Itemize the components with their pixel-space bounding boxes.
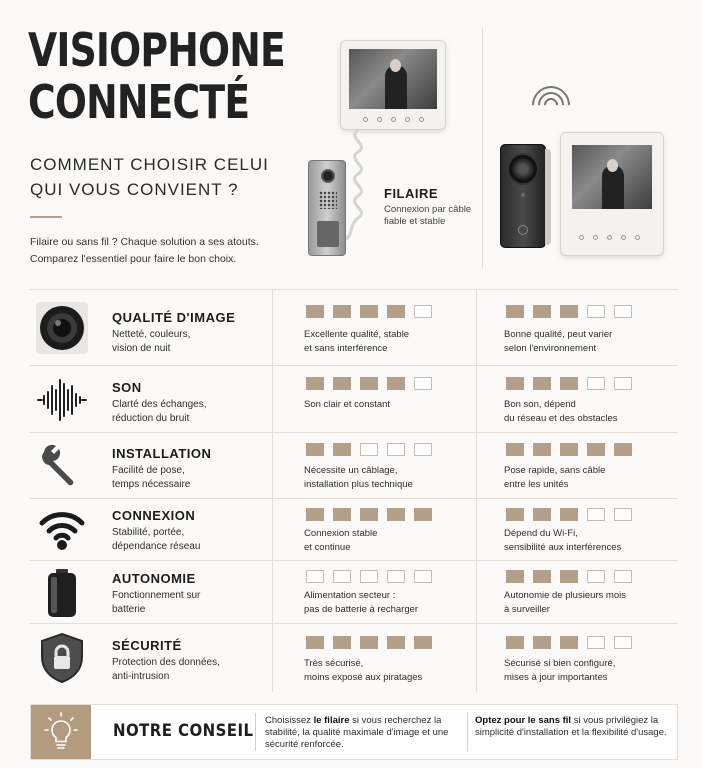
- subtitle-line-1: COMMENT CHOISIR CELUI: [30, 155, 269, 174]
- rating-square-filled: [560, 508, 578, 521]
- rating-square-filled: [560, 570, 578, 583]
- rating-square-filled: [533, 443, 551, 456]
- wireless-doorbell-image: [500, 144, 546, 248]
- advice-separator: [255, 713, 256, 751]
- camera-lens-icon: [34, 300, 90, 356]
- rating-square-filled: [560, 305, 578, 318]
- wireless-rating: [506, 443, 632, 456]
- rating-square-filled: [333, 305, 351, 318]
- rating-square-empty: [587, 636, 605, 649]
- rating-square-filled: [360, 636, 378, 649]
- hero-separator: [482, 28, 483, 268]
- rating-square-filled: [360, 377, 378, 390]
- rating-square-empty: [414, 305, 432, 318]
- page-title: [28, 24, 285, 128]
- criterion-title: QUALITÉ D'IMAGE: [112, 310, 236, 325]
- rating-square-empty: [587, 570, 605, 583]
- wireless-comment: Bonne qualité, peut varier selon l'environnement: [504, 329, 613, 354]
- criterion-title: CONNEXION: [112, 508, 196, 523]
- wireless-comment: Dépend du Wi-Fi, sensibilité aux interférences: [504, 528, 622, 553]
- rating-square-empty: [414, 443, 432, 456]
- rating-square-filled: [414, 636, 432, 649]
- rating-square-filled: [587, 443, 605, 456]
- rating-square-empty: [614, 508, 632, 521]
- advice-title: NOTRE CONSEIL: [113, 721, 254, 741]
- battery-icon: [34, 565, 90, 621]
- rating-square-filled: [506, 443, 524, 456]
- sound-wave-icon: [34, 372, 90, 428]
- subtitle-line-2: QUI VOUS CONVIENT ?: [30, 180, 239, 199]
- rating-square-filled: [614, 443, 632, 456]
- wireless-comment: Pose rapide, sans câble entre les unités: [504, 465, 606, 490]
- rating-square-filled: [533, 570, 551, 583]
- wireless-rating: [506, 570, 632, 583]
- criterion-description: Netteté, couleurs, vision de nuit: [112, 329, 191, 354]
- wired-comment: Son clair et constant: [304, 399, 391, 410]
- wired-description: [384, 204, 471, 228]
- criterion-description: Protection des données, anti-intrusion: [112, 657, 220, 682]
- wireless-comment: Bon son, dépend du réseau et des obstacles: [504, 399, 618, 424]
- lightbulb-icon: [31, 705, 91, 759]
- table-row: [30, 624, 678, 692]
- wired-comment: Connexion stable et continue: [304, 528, 378, 553]
- rating-square-empty: [614, 570, 632, 583]
- monitor-screen: [349, 49, 437, 109]
- wired-label: FILAIRE: [384, 186, 439, 201]
- criterion-description: Facilité de pose, temps nécessaire: [112, 465, 191, 490]
- rating-square-filled: [333, 443, 351, 456]
- rating-square-filled: [387, 305, 405, 318]
- rating-square-empty: [614, 305, 632, 318]
- rating-square-filled: [306, 443, 324, 456]
- advice-wired-text: Choisissez le filaire si vous recherchez la stabilité, la qualité maximale d'image et une sécurité renforcée.: [265, 715, 449, 750]
- wrench-icon: [34, 438, 90, 494]
- wired-desc-line-2: fiable et stable: [384, 216, 446, 227]
- rating-square-filled: [560, 377, 578, 390]
- rating-square-empty: [587, 508, 605, 521]
- rating-square-filled: [506, 508, 524, 521]
- rating-square-empty: [414, 377, 432, 390]
- title-line-2: CONNECTÉ: [28, 75, 250, 129]
- rating-square-empty: [360, 570, 378, 583]
- wireless-rating: [506, 636, 632, 649]
- rating-square-filled: [387, 377, 405, 390]
- advice-box: [30, 704, 678, 760]
- rating-square-empty: [333, 570, 351, 583]
- rating-square-filled: [533, 636, 551, 649]
- wired-rating: [306, 636, 432, 649]
- criterion-description: Clarté des échanges, réduction du bruit: [112, 399, 207, 424]
- advice-icon-box: [31, 705, 91, 759]
- wired-door-panel-image: [308, 160, 346, 256]
- rating-square-filled: [533, 508, 551, 521]
- rating-square-empty: [414, 570, 432, 583]
- rating-square-filled: [306, 508, 324, 521]
- rating-square-filled: [360, 305, 378, 318]
- table-row: [30, 366, 678, 433]
- wired-rating: [306, 570, 432, 583]
- rating-square-filled: [387, 636, 405, 649]
- comparison-table: [30, 289, 678, 691]
- wired-comment: Alimentation secteur : pas de batterie à recharger: [304, 590, 419, 615]
- wifi-icon: [34, 503, 90, 559]
- rating-square-filled: [333, 508, 351, 521]
- title-line-1: VISIOPHONE: [28, 23, 285, 77]
- criterion-title: AUTONOMIE: [112, 571, 196, 586]
- intro-line-1: Filaire ou sans fil ? Chaque solution a ses atouts.: [30, 236, 259, 248]
- wireless-monitor-screen: [572, 145, 652, 209]
- rating-square-filled: [306, 305, 324, 318]
- criterion-title: SÉCURITÉ: [112, 638, 182, 653]
- wired-comment: Excellente qualité, stable et sans interférence: [304, 329, 410, 354]
- rating-square-filled: [333, 377, 351, 390]
- intro-line-2: Comparez l'essentiel pour faire le bon choix.: [30, 253, 237, 265]
- wireless-comment: Sécurisé si bien configuré, mises à jour importantes: [504, 658, 616, 683]
- rating-square-filled: [306, 636, 324, 649]
- shield-lock-icon: [34, 630, 90, 686]
- wireless-rating: [506, 377, 632, 390]
- advice-separator: [467, 713, 468, 751]
- rating-square-filled: [506, 377, 524, 390]
- criterion-description: Fonctionnement sur batterie: [112, 590, 201, 615]
- rating-square-empty: [614, 377, 632, 390]
- rating-square-empty: [387, 443, 405, 456]
- rating-square-empty: [387, 570, 405, 583]
- rating-square-filled: [360, 508, 378, 521]
- wired-comment: Nécessite un câblage, installation plus technique: [304, 465, 413, 490]
- rating-square-filled: [533, 305, 551, 318]
- rating-square-filled: [506, 570, 524, 583]
- wireless-rating: [506, 508, 632, 521]
- rating-square-filled: [506, 305, 524, 318]
- criterion-description: Stabilité, portée, dépendance réseau: [112, 527, 201, 552]
- rating-square-filled: [533, 377, 551, 390]
- wireless-rating: [506, 305, 632, 318]
- intro-text: [30, 234, 259, 268]
- rating-square-empty: [360, 443, 378, 456]
- wireless-monitor-image: [560, 132, 664, 256]
- table-row: [30, 433, 678, 499]
- rating-square-empty: [587, 305, 605, 318]
- criterion-title: SON: [112, 380, 142, 395]
- rating-square-empty: [587, 377, 605, 390]
- rating-square-filled: [560, 636, 578, 649]
- wireless-comment: Autonomie de plusieurs mois à surveiller: [504, 590, 626, 615]
- wired-rating: [306, 305, 432, 318]
- criterion-title: INSTALLATION: [112, 446, 212, 461]
- wired-rating: [306, 508, 432, 521]
- advice-wireless-text: Optez pour le sans fil si vous privilégiez la simplicité d'installation et la flexibilité d'usage.: [475, 715, 667, 738]
- rating-square-empty: [614, 636, 632, 649]
- rating-square-empty: [306, 570, 324, 583]
- table-row: [30, 561, 678, 624]
- wired-comment: Très sécurisé, moins exposé aux piratages: [304, 658, 423, 683]
- rating-square-filled: [414, 508, 432, 521]
- table-row: [30, 290, 678, 366]
- rating-square-filled: [560, 443, 578, 456]
- wired-rating: [306, 443, 432, 456]
- wired-rating: [306, 377, 432, 390]
- rating-square-filled: [306, 377, 324, 390]
- page-subtitle: [30, 152, 269, 202]
- rating-square-filled: [387, 508, 405, 521]
- title-divider: [30, 216, 62, 218]
- wired-monitor-image: [340, 40, 446, 130]
- table-row: [30, 499, 678, 561]
- rating-square-filled: [333, 636, 351, 649]
- wired-desc-line-1: Connexion par câble: [384, 204, 472, 215]
- rating-square-filled: [506, 636, 524, 649]
